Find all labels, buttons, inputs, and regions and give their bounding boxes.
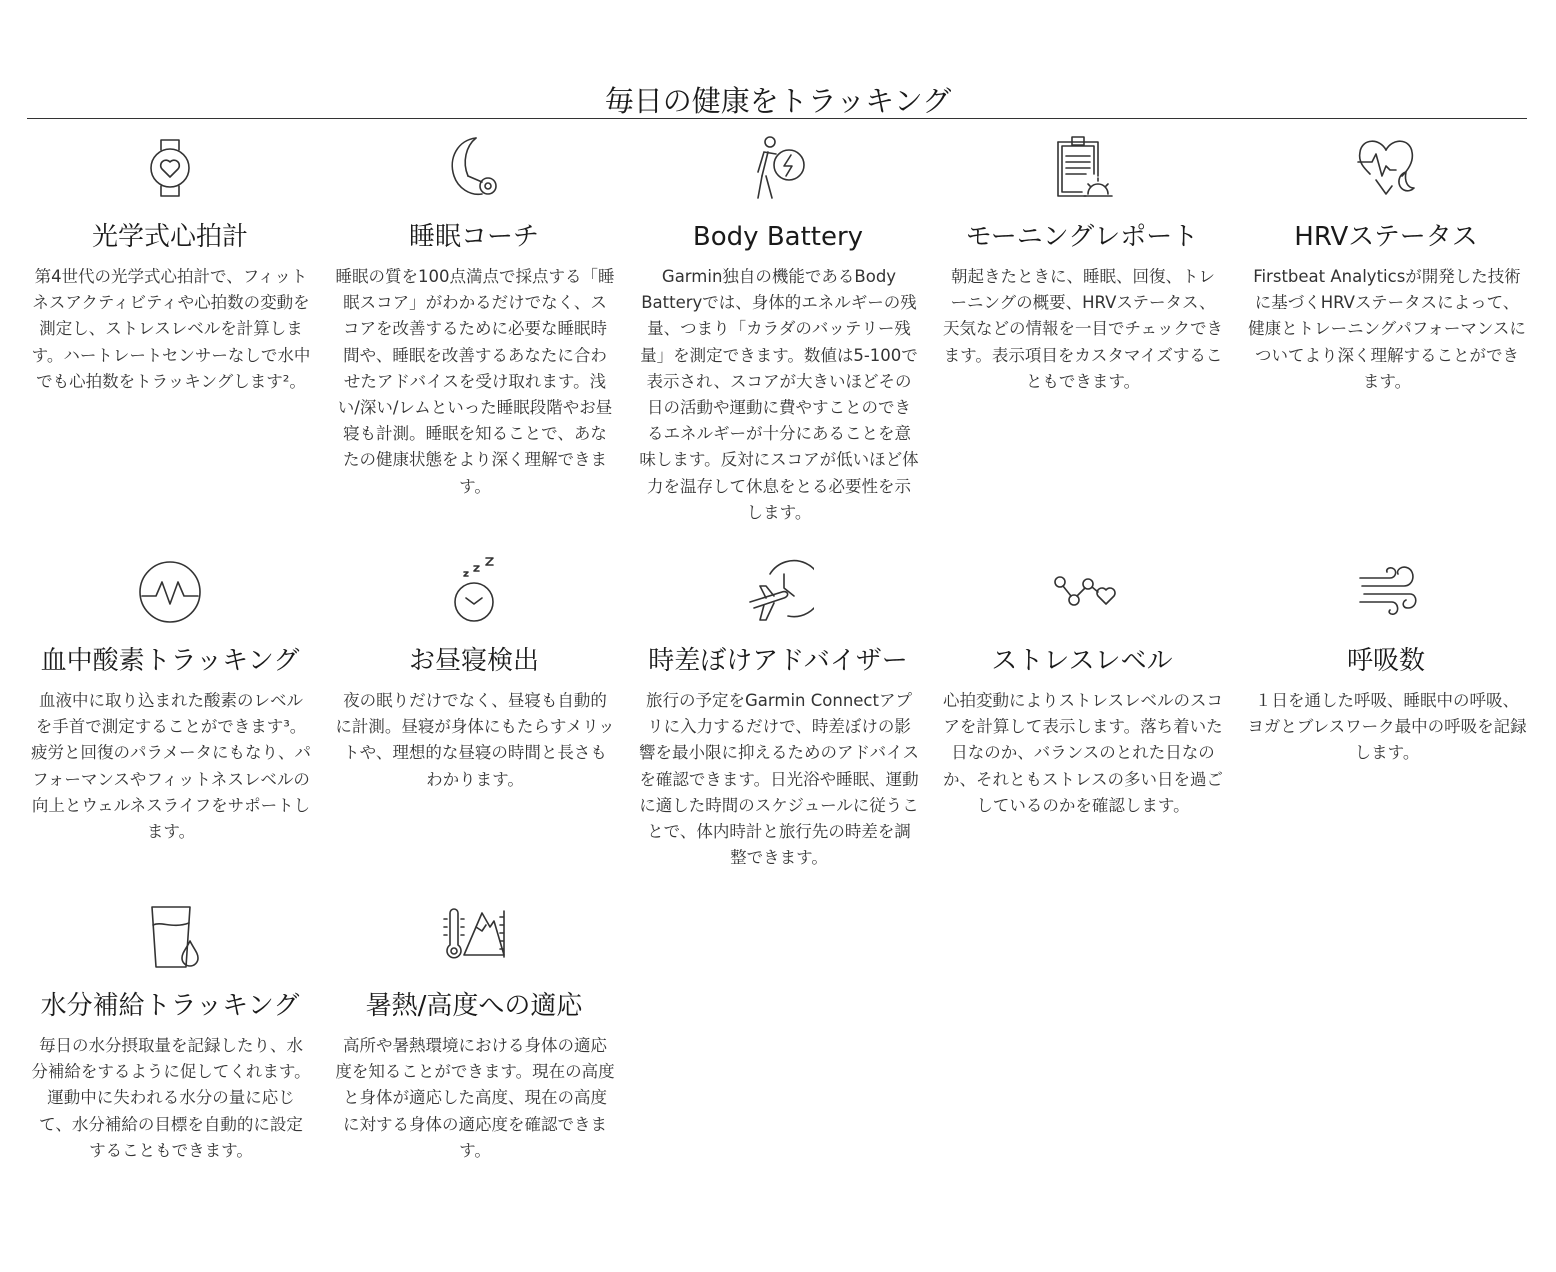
watch-heart-icon	[134, 132, 206, 204]
feature-title: 水分補給トラッキング	[40, 991, 300, 1021]
feature-title: 睡眠コーチ	[408, 222, 539, 252]
feature-description: 睡眠の質を100点満点で採点する「睡眠スコア」がわかるだけでなく、スコアを改善するために必要な睡眠時間や、睡眠を改善するあなたに合わせたアドバイスを受け取れます。浅い/深い/レムといった睡眠段階やお昼寝も計測。睡眠を知ることで、あなたの健康状態をより深く理解できます。	[335, 267, 615, 496]
feature-title: 時差ぼけアドバイザー	[648, 646, 908, 676]
feature-description: 血液中に取り込まれた酸素のレベルを手首で測定することができます³。 疲労と回復のパラメータにもなり、パフォーマンスやフィットネスレベルの向上とウェルネスライフをサポートします。	[31, 691, 312, 842]
feature-description: 朝起きたときに、睡眠、回復、トレーニングの概要、HRVステータス、天気などの情報を一目でチェックできます。表示項目をカスタマイズすることもできます。	[943, 267, 1224, 391]
feature-card-sleep-coach	[331, 132, 617, 496]
heat-altitude-icon	[438, 901, 510, 973]
feature-card-heat-altitude	[331, 901, 617, 1160]
feature-title: Body Battery	[692, 222, 864, 252]
section-title: 毎日の健康をトラッキング	[604, 84, 952, 118]
feature-card-jet-lag	[635, 556, 921, 868]
feature-description: 第4世代の光学式心拍計で、フィットネスアクティビティや心拍数の変動を測定し、ストレスレベルを計算します。ハートレートセンサーなしで水中でも心拍数をトラッキングします²。	[31, 267, 311, 391]
title-divider	[27, 118, 1527, 119]
feature-description: Garmin独自の機能であるBody Batteryでは、身体的エネルギーの残量、つまり「カラダのバッテリー残量」を測定できます。数値は5-100で表示され、スコアが大きいほどその日の活動や運動に費やすことのできるエネルギーが十分にあることを意味します。反対にスコアが低いほど体力を温存して休息をとる必要性を示します。	[639, 267, 919, 522]
feature-card-body-battery	[635, 132, 921, 522]
feature-card-morning-report	[939, 132, 1225, 391]
feature-title: お昼寝検出	[408, 646, 539, 676]
feature-title: モーニングレポート	[965, 222, 1199, 252]
feature-card-nap-detection	[331, 556, 617, 789]
feature-description: Firstbeat Analyticsが開発した技術に基づくHRVステータスによって、健康とトレーニングパフォーマンスについてより深く理解することができます。	[1248, 267, 1526, 391]
hydration-icon	[134, 901, 206, 973]
feature-card-hydration	[27, 901, 313, 1160]
feature-card-stress-level	[939, 556, 1225, 815]
feature-description: １日を通した呼吸、睡眠中の呼吸、ヨガとブレスワーク最中の呼吸を記録します。	[1247, 691, 1527, 763]
pulse-ox-icon	[134, 556, 206, 628]
feature-title: HRVステータス	[1294, 222, 1478, 252]
feature-description: 高所や暑熱環境における身体の適応度を知ることができます。現在の高度と身体が適応した高度、現在の高度に対する身体の適応度を確認できます。	[335, 1036, 615, 1160]
feature-description: 夜の眠りだけでなく、昼寝も自動的に計測。昼寝が身体にもたらすメリットや、理想的な昼寝の時間と長さもわかります。	[335, 691, 615, 789]
feature-card-hrv-status	[1243, 132, 1529, 391]
sleep-moon-icon	[438, 132, 510, 204]
feature-description: 旅行の予定をGarmin Connectアプリに入力するだけで、時差ぼけの影響を最小限に抑えるためのアドバイスを確認できます。日光浴や睡眠、運動に適した時間のスケジュールに従うことで、体内時計と旅行先の時差を調整できます。	[639, 691, 920, 868]
feature-card-pulse-ox	[27, 556, 313, 842]
feature-card-optical-hr	[27, 132, 313, 391]
respiration-icon	[1350, 556, 1422, 628]
feature-title: ストレスレベル	[991, 646, 1173, 676]
feature-description: 心拍変動によりストレスレベルのスコアを計算して表示します。落ち着いた日なのか、バランスのとれた日なのか、それともストレスの多い日を過ごしているのかを確認します。	[943, 691, 1224, 815]
feature-title: 光学式心拍計	[91, 222, 248, 252]
feature-title: 血中酸素トラッキング	[40, 646, 300, 676]
morning-report-icon	[1046, 132, 1118, 204]
feature-description: 毎日の水分摂取量を記録したり、水分補給をするように促してくれます。 運動中に失われる水分の量に応じて、水分補給の目標を自動的に設定することもできます。	[31, 1036, 311, 1160]
feature-title: 暑熱/高度への適応	[365, 991, 583, 1021]
nap-clock-icon	[438, 556, 510, 628]
hrv-heart-icon	[1350, 132, 1422, 204]
stress-level-icon	[1046, 556, 1118, 628]
feature-title: 呼吸数	[1346, 646, 1425, 676]
feature-card-respiration	[1243, 556, 1529, 763]
body-battery-icon	[742, 132, 814, 204]
jet-lag-icon	[742, 556, 814, 628]
